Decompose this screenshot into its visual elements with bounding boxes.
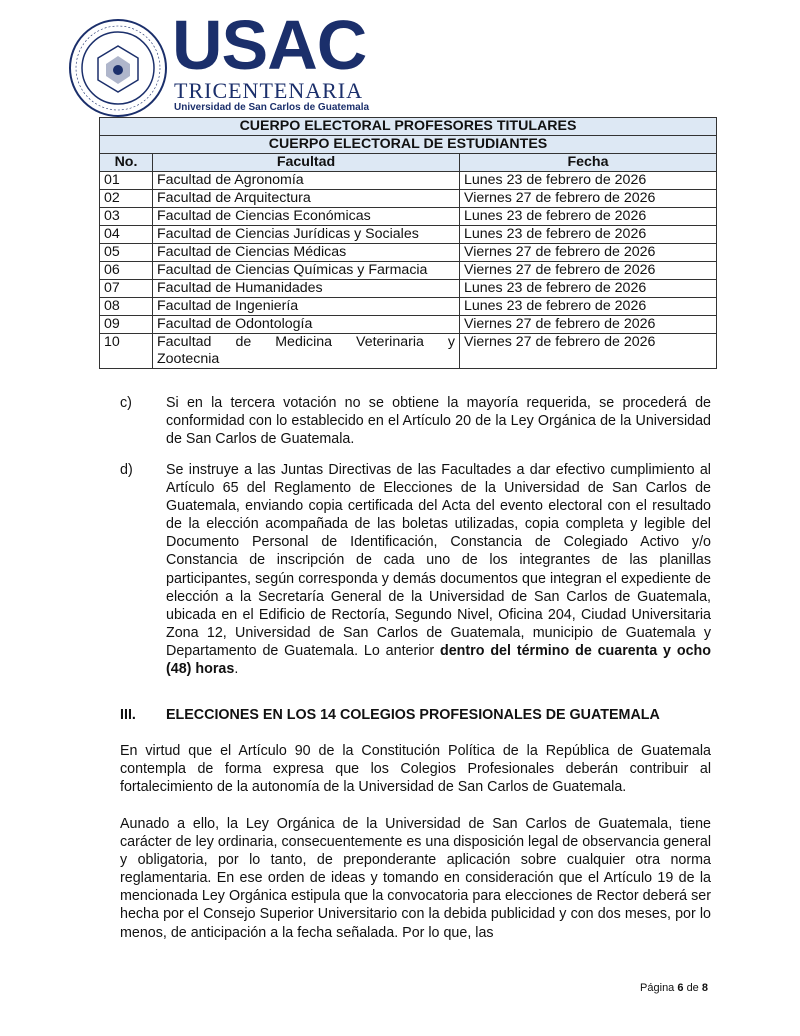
cell-facultad: Facultad de Agronomía (153, 172, 460, 190)
cell-fecha: Lunes 23 de febrero de 2026 (460, 298, 717, 316)
item-d-end: . (234, 661, 239, 678)
cell-facultad: Facultad de Humanidades (153, 280, 460, 298)
column-header-fecha: Fecha (460, 154, 717, 172)
cell-no: 07 (100, 280, 153, 298)
table-row (100, 208, 717, 226)
cell-no: 06 (100, 262, 153, 280)
cell-facultad: Facultad de Arquitectura (153, 190, 460, 208)
cell-fecha: Lunes 23 de febrero de 2026 (460, 172, 717, 190)
cell-facultad (153, 334, 460, 369)
cell-no: 09 (100, 316, 153, 334)
column-header-facultad: Facultad (153, 154, 460, 172)
cell-fecha: Lunes 23 de febrero de 2026 (460, 208, 717, 226)
current-page: 6 (677, 982, 684, 994)
item-d-body: Se instruye a las Juntas Directivas de las Facultades a dar efectivo cumplimiento al Artículo 65 del Reglamento de Elecciones de la Universidad de San Carlos de Guatemala, enviando copia certificada del Acta del evento electoral con el resultado de la elección acompañada de las boletas utilizadas, copia completa y legible del Documento Personal de Identificación, Constancia de Colegiado Activo y/o Constancia de inscripción de cada uno de los integrantes de las planillas participantes, según corresponda y demás documentos que integran el expediente de elección a la Secretaría General de la Universidad de San Carlos de Guatemala, ubicada en el Edificio de Rectoría, Segundo Nivel, Oficina 204, Ciudad Universitaria Zona 12, Universidad de San Carlos de Guatemala, municipio de Guatemala y Departamento de Guatemala. Lo anterior (166, 462, 711, 659)
table-row (100, 190, 717, 208)
cell-fecha: Viernes 27 de febrero de 2026 (460, 262, 717, 280)
cell-no: 08 (100, 298, 153, 316)
section-title: ELECCIONES EN LOS 14 COLEGIOS PROFESIONALES DE GUATEMALA (166, 707, 660, 723)
cell-fecha: Viernes 27 de febrero de 2026 (460, 244, 717, 262)
total-pages: 8 (701, 982, 708, 994)
cell-no: 01 (100, 172, 153, 190)
cell-facultad-line2: Zootecnia (157, 351, 220, 367)
cell-facultad: Facultad de Ciencias Jurídicas y Sociales (153, 226, 460, 244)
cell-no: 05 (100, 244, 153, 262)
logo-usac: USAC (172, 6, 367, 84)
table-row (100, 244, 717, 262)
table-title-profesores: CUERPO ELECTORAL PROFESORES TITULARES (100, 118, 717, 136)
item-d-text (166, 461, 711, 678)
cell-no: 10 (100, 334, 153, 369)
cell-facultad: Facultad de Ingeniería (153, 298, 460, 316)
cell-facultad: Facultad de Ciencias Médicas (153, 244, 460, 262)
of-label: de (686, 982, 699, 994)
cell-facultad: Facultad de Ciencias Químicas y Farmacia (153, 262, 460, 280)
page-label: Página (640, 982, 675, 994)
column-header-no: No. (100, 154, 153, 172)
cell-fecha: Lunes 23 de febrero de 2026 (460, 280, 717, 298)
cell-fecha: Viernes 27 de febrero de 2026 (460, 334, 717, 369)
item-c-text: Si en la tercera votación no se obtiene la mayoría requerida, se procederá de conformidad con lo establecido en el Artículo 20 de la Ley Orgánica de la Universidad de San Carlos de Guatemala. (166, 395, 711, 448)
cell-no: 02 (100, 190, 153, 208)
university-seal-icon (68, 18, 168, 118)
cell-no: 04 (100, 226, 153, 244)
cell-fecha: Viernes 27 de febrero de 2026 (460, 190, 717, 208)
table-row (100, 280, 717, 298)
logo-subtitle: Universidad de San Carlos de Guatemala (174, 102, 370, 113)
cell-facultad: Facultad de Odontología (153, 316, 460, 334)
table-title-estudiantes: CUERPO ELECTORAL DE ESTUDIANTES (100, 136, 717, 154)
table-row (100, 226, 717, 244)
cell-fecha: Viernes 27 de febrero de 2026 (460, 316, 717, 334)
electoral-table (99, 117, 717, 369)
cell-facultad: Facultad de Ciencias Económicas (153, 208, 460, 226)
logo-tagline: TRICENTENARIA (174, 78, 363, 103)
paragraph-ley-organica: Aunado a ello, la Ley Orgánica de la Universidad de San Carlos de Guatemala, tiene carácter de ley ordinaria, consecuentemente es una disposición legal de observancia general y obligatoria, por lo tanto, de preponderante aplicación sobre cualquier otra norma reglamentaria. En ese orden de ideas y tomando en consideración que el Artículo 19 de la mencionada Ley Orgánica estipula que la convocatoria para elecciones de Rector deberá ser hecha por el Consejo Superior Universitario con la debida publicidad y con dos meses, por lo menos, de anticipación a la fecha señalada. Por lo que, las (120, 816, 711, 941)
item-c-label: c) (120, 395, 132, 411)
item-d-label: d) (120, 462, 133, 478)
table-row (100, 334, 717, 369)
table-row (100, 298, 717, 316)
cell-fecha: Lunes 23 de febrero de 2026 (460, 226, 717, 244)
cell-no: 03 (100, 208, 153, 226)
table-row (100, 316, 717, 334)
section-number: III. (120, 707, 136, 723)
paragraph-constitucion: En virtud que el Artículo 90 de la Constitución Política de la República de Guatemala contempla de forma expresa que los Colegios Profesionales deberán contribuir al fortalecimiento de la autonomía de la Universidad de San Carlos de Guatemala. (120, 743, 711, 796)
page-number (640, 982, 708, 994)
table-row (100, 172, 717, 190)
table-row (100, 262, 717, 280)
item-d-bold: dentro del término de cuarenta y ocho (48) horas (166, 642, 711, 678)
cell-facultad-line1: Facultad de Medicina Veterinaria y (157, 334, 455, 350)
